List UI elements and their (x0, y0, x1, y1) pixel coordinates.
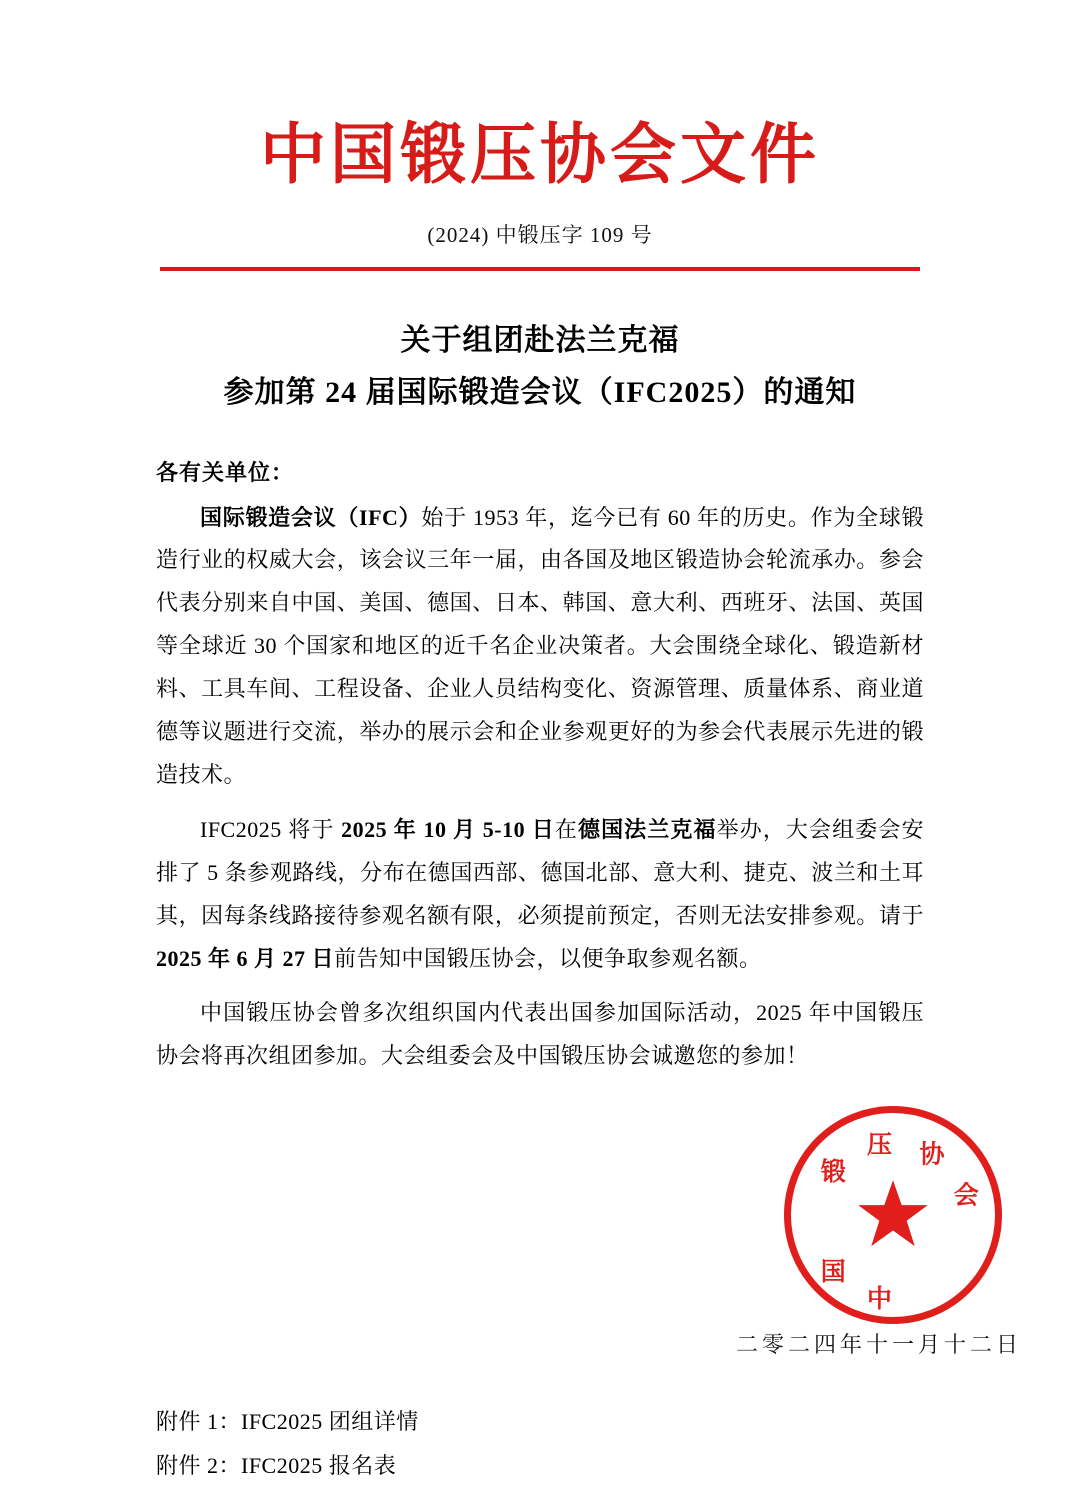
organization-title: 中国锻压协会文件 (260, 119, 820, 192)
seal-char-3: 压 (866, 1132, 892, 1160)
event-location: 德国法兰克福 (577, 816, 717, 842)
seal-char-5: 会 (953, 1182, 979, 1210)
attachment-item-2: 附件 2：IFC2025 报名表 (156, 1453, 397, 1479)
paragraph-2-part-e: 举办，大会组委会安排了 5 条参观路线，分布在德国西部、德国北部、意大利、捷克、波兰和土耳其，因每条线路接待参观名额有限，必须提前预定，否则无法安排参观。请于 (156, 816, 924, 928)
paragraph-1-lead: 国际锻造会议（IFC） (200, 504, 422, 530)
paragraph-2 (156, 809, 924, 981)
seal-date: 二零二四年十一月十二日 (735, 1332, 1022, 1358)
red-divider-rule (160, 267, 920, 271)
official-seal (784, 1106, 1002, 1324)
star-icon (856, 1178, 930, 1252)
document-number: (2024) 中锻压字 109 号 (427, 222, 653, 247)
registration-deadline: 2025 年 6 月 27 日 (156, 945, 335, 971)
document-title-line-1: 关于组团赴法兰克福 (400, 323, 680, 357)
seal-char-2: 锻 (820, 1159, 846, 1187)
document-title (0, 315, 1080, 420)
event-date: 2025 年 10 月 5-10 日 (341, 816, 555, 842)
seal-char-4: 协 (919, 1141, 945, 1169)
paragraph-2-part-c: 在 (554, 816, 578, 842)
seal-area (0, 1090, 1080, 1390)
paragraph-3: 中国锻压协会曾多次组织国内代表出国参加国际活动，2025 年中国锻压协会将再次组团参加。大会组委会及中国锻压协会诚邀您的参加！ (156, 1000, 924, 1069)
document-body (156, 420, 924, 1079)
attachment-list (156, 1390, 924, 1488)
paragraph-1-body: 始于 1953 年，迄今已有 60 年的历史。作为全球锻造行业的权威大会，该会议三年一届，由各国及地区锻造协会轮流承办。参会代表分别来自中国、美国、德国、日本、韩国、意大利、西班牙、法国、英国等全球近 30 个国家和地区的近千名企业决策者。大会围绕全球化、锻造新材料、工具车间、工程设备、企业人员结构变化、资源管理、质量体系、商业道德等议题进行交流，举办的展示会和企业参观更好的为参会代表展示先进的锻造技术。 (156, 504, 924, 787)
seal-char-1: 国 (820, 1259, 846, 1287)
masthead (0, 0, 1080, 271)
paragraph-2-part-g: 前告知中国锻压协会，以便争取参观名额。 (334, 945, 762, 971)
salutation: 各有关单位： (156, 459, 295, 485)
paragraph-2-part-a: IFC2025 将于 (200, 816, 342, 842)
seal-char-0: 中 (866, 1285, 892, 1313)
paragraph-1 (156, 497, 924, 797)
attachment-item-1: 附件 1：IFC2025 团组详情 (156, 1409, 419, 1435)
document-title-line-2: 参加第 24 届国际锻造会议（IFC2025）的通知 (223, 376, 857, 410)
